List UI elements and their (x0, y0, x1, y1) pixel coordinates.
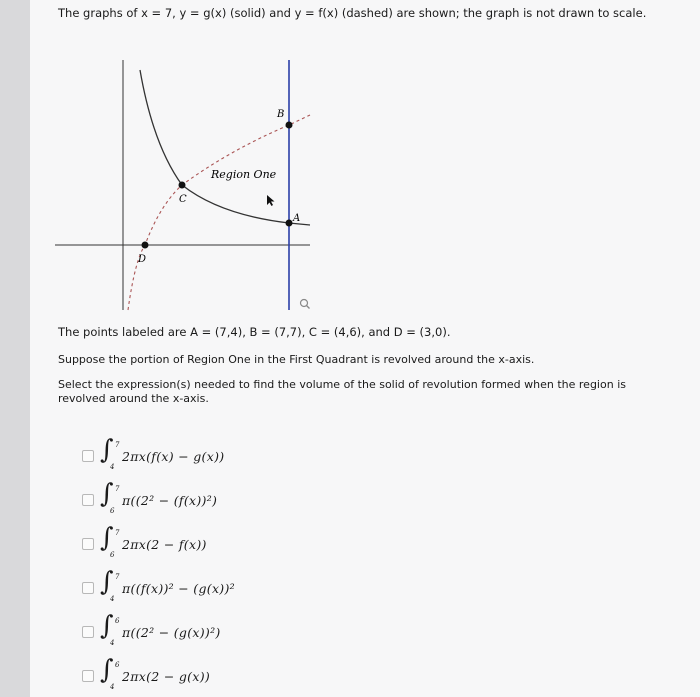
lower-limit: 6 (110, 551, 115, 559)
upper-limit: 7 (115, 529, 120, 537)
upper-limit: 6 (115, 617, 120, 625)
question-intro: The graphs of x = 7, y = g(x) (solid) and y = f(x) (dashed) are shown; the graph is not drawn to scale. (58, 6, 647, 20)
integral (100, 523, 122, 559)
search-icon[interactable] (301, 300, 310, 309)
answer-option-6[interactable] (82, 655, 211, 691)
label-a: A (293, 213, 301, 224)
integral (100, 435, 122, 471)
suppose-text: Suppose the portion of Region One in the First Quadrant is revolved around the x-axis. (58, 353, 535, 366)
lower-limit: 4 (110, 463, 115, 471)
checkbox[interactable] (82, 538, 94, 550)
curve-f-dashed (128, 115, 310, 310)
upper-limit: 6 (115, 661, 120, 669)
answer-option-5[interactable] (82, 611, 221, 647)
option-expression: 2πx(2 − g(x)) (122, 668, 211, 684)
label-d: D (138, 254, 147, 265)
lower-limit: 4 (110, 683, 115, 691)
integral (100, 479, 122, 515)
lower-limit: 6 (110, 507, 115, 515)
integral-sign-icon: ∫ (100, 479, 114, 509)
graph (55, 55, 315, 315)
left-margin-strip (0, 0, 30, 697)
integral-sign-icon: ∫ (100, 655, 114, 685)
upper-limit: 7 (115, 441, 120, 449)
answer-option-1[interactable] (82, 435, 225, 471)
integral-sign-icon: ∫ (100, 435, 114, 465)
label-c: C (179, 194, 187, 205)
select-instruction: Select the expression(s) needed to find the volume of the solid of revolution formed when the region is revolved around the x-axis. (58, 378, 626, 405)
answer-option-2[interactable] (82, 479, 218, 515)
point-d (142, 242, 149, 249)
checkbox[interactable] (82, 626, 94, 638)
checkbox[interactable] (82, 494, 94, 506)
option-expression: π((2² − (f(x))²) (122, 492, 218, 508)
option-expression: π((2² − (g(x))²) (122, 624, 221, 640)
option-expression: π((f(x))² − (g(x))² (122, 580, 235, 596)
option-expression: 2πx(2 − f(x)) (122, 536, 207, 552)
point-b (286, 122, 293, 129)
checkbox[interactable] (82, 450, 94, 462)
label-b: B (277, 109, 285, 120)
point-a (286, 220, 293, 227)
option-expression: 2πx(f(x) − g(x)) (122, 448, 225, 464)
integral-sign-icon: ∫ (100, 611, 114, 641)
label-region-one: Region One (211, 168, 277, 181)
lower-limit: 4 (110, 595, 115, 603)
cursor-icon (267, 195, 275, 206)
checkbox[interactable] (82, 670, 94, 682)
curve-g-solid (140, 70, 310, 225)
integral (100, 655, 122, 691)
answer-option-4[interactable] (82, 567, 235, 603)
integral (100, 567, 122, 603)
points-text: The points labeled are A = (7,4), B = (7,7), C = (4,6), and D = (3,0). (58, 325, 451, 339)
checkbox[interactable] (82, 582, 94, 594)
integral-sign-icon: ∫ (100, 523, 114, 553)
lower-limit: 4 (110, 639, 115, 647)
upper-limit: 7 (115, 485, 120, 493)
point-c (179, 182, 186, 189)
answer-option-3[interactable] (82, 523, 207, 559)
upper-limit: 7 (115, 573, 120, 581)
integral-sign-icon: ∫ (100, 567, 114, 597)
integral (100, 611, 122, 647)
